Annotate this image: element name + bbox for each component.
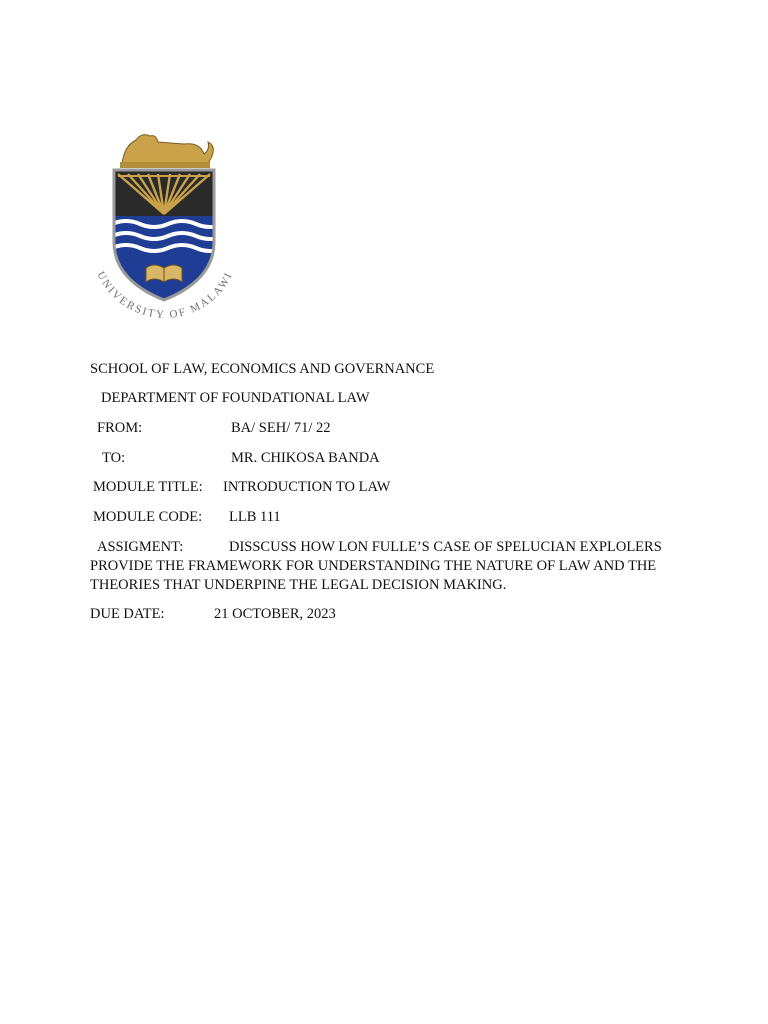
seal-text: UNIVERSITY OF MALAWI [94, 269, 236, 322]
open-book-icon [146, 265, 182, 282]
to-value: MR. CHIKOSA BANDA [231, 450, 380, 466]
module-code-value: LLB 111 [229, 509, 281, 525]
assignment-value: DISSCUSS HOW LON FULLE’S CASE OF SPELUCIAN EXPLOLERS PROVIDE THE FRAMEWORK FOR UNDERSTANDING THE NATURE OF LAW AND THE THEORIES THAT UNDERPINE THE LEGAL DECISION MAKING. [90, 539, 662, 593]
due-date-value: 21 OCTOBER, 2023 [214, 606, 336, 622]
module-code-label: MODULE CODE: [93, 509, 203, 525]
lion-crest-icon [120, 135, 213, 168]
university-crest-logo [84, 124, 244, 332]
from-value: BA/ SEH/ 71/ 22 [231, 420, 331, 436]
module-title-value: INTRODUCTION TO LAW [223, 479, 391, 495]
module-title-label: MODULE TITLE: [93, 479, 203, 495]
assignment-paragraph [90, 538, 690, 595]
to-label: TO: [102, 450, 126, 466]
assignment-label: ASSIGMENT: [97, 539, 184, 555]
from-label: FROM: [97, 420, 143, 436]
due-date-label: DUE DATE: [90, 606, 165, 622]
